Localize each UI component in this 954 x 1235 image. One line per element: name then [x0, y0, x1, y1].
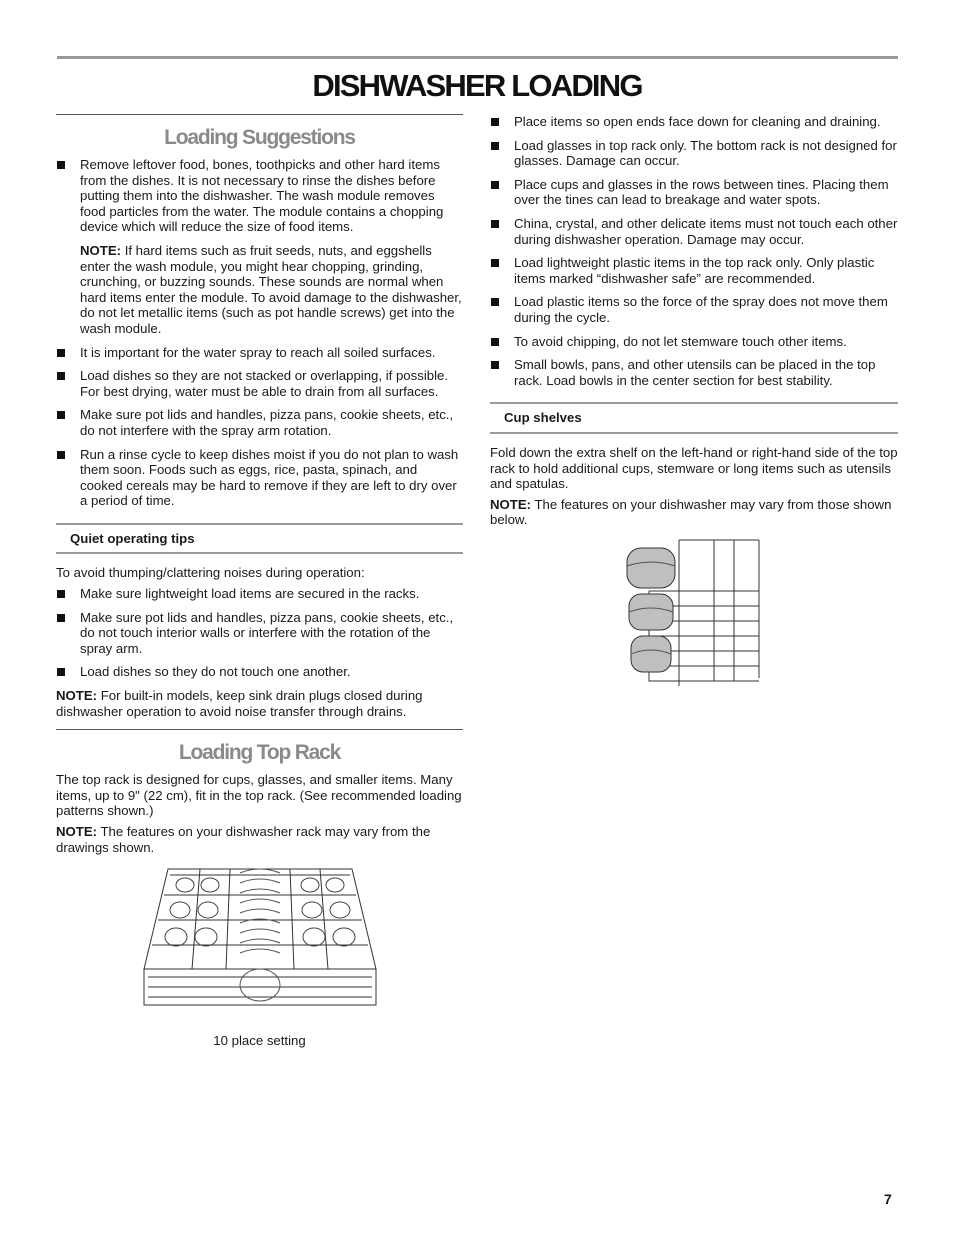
bullet-icon — [491, 220, 499, 228]
bullet-icon — [57, 614, 65, 622]
left-column — [56, 114, 463, 1048]
page-title: DISHWASHER LOADING — [312, 68, 642, 103]
list-item: Load dishes so they do not touch one another. — [56, 664, 463, 680]
bullet-icon — [57, 668, 65, 676]
top-rack-note: NOTE: The features on your dishwasher rack may vary from the drawings shown. — [56, 824, 431, 855]
list-item: Place items so open ends face down for cleaning and draining. — [490, 114, 898, 130]
bullet-icon — [491, 142, 499, 150]
loading-suggestions-heading: Loading Suggestions — [164, 126, 355, 149]
bullet-icon — [491, 181, 499, 189]
list-item: Load plastic items so the force of the spray does not move them during the cycle. — [490, 294, 898, 325]
bullet-icon — [491, 361, 499, 369]
bullet-icon — [57, 590, 65, 598]
top-rack-guidelines-list — [490, 114, 898, 388]
bullet-icon — [491, 118, 499, 126]
list-item: Load lightweight plastic items in the top rack only. Only plastic items marked “dishwasher safe” are recommended. — [490, 255, 898, 286]
cup-shelf-drawing — [619, 536, 769, 696]
cup-shelves-text: Fold down the extra shelf on the left-hand or right-hand side of the top rack to hold additional cups, stemware or long items such as utensils and spatulas. — [490, 444, 898, 492]
figure-caption: 10 place setting — [213, 1032, 306, 1048]
top-rack-intro: The top rack is designed for cups, glasses, and smaller items. Many items, up to 9" (22 cm), fit in the top rack. (See recommended loading patterns shown.) — [56, 772, 462, 819]
cup-shelves-note: NOTE: The features on your dishwasher may vary from those shown below. — [490, 496, 892, 528]
list-item: China, crystal, and other delicate items must not touch each other during dishwasher operation. Damage may occur. — [490, 216, 898, 247]
loading-suggestions-list — [56, 157, 463, 235]
list-item: To avoid chipping, do not let stemware touch other items. — [490, 334, 898, 350]
quiet-tips-heading: Quiet operating tips — [56, 523, 463, 555]
list-item: Make sure pot lids and handles, pizza pans, cookie sheets, etc., do not interfere with the spray arm rotation. — [56, 407, 463, 438]
list-item: Make sure pot lids and handles, pizza pans, cookie sheets, etc., do not touch interior walls or interfere with the rotation of the spray arm. — [56, 610, 463, 657]
section-rule — [56, 114, 463, 115]
page-number: 7 — [884, 1191, 892, 1207]
bullet-icon — [491, 259, 499, 267]
bullet-icon — [491, 298, 499, 306]
quiet-tips-list — [56, 586, 463, 680]
top-rack-illustration — [56, 865, 463, 1048]
bullet-icon — [57, 411, 65, 419]
list-item: Make sure lightweight load items are secured in the racks. — [56, 586, 463, 602]
list-item: Load dishes so they are not stacked or overlapping, if possible. For best drying, water must be able to drain from all surfaces. — [56, 368, 463, 399]
list-item: Load glasses in top rack only. The bottom rack is not designed for glasses. Damage can occur. — [490, 138, 898, 169]
list-item: It is important for the water spray to reach all soiled surfaces. — [56, 345, 463, 361]
list-item: Run a rinse cycle to keep dishes moist if you do not plan to wash them soon. Foods such as eggs, rice, pasta, spinach, and cooked cereals may be hard to remove if they are left to dry over a period of time. — [56, 447, 463, 509]
bullet-icon — [57, 372, 65, 380]
cup-shelf-illustration — [490, 536, 898, 700]
list-item: Place cups and glasses in the rows between tines. Placing them over the tines can lead to breakage and water spots. — [490, 177, 898, 208]
right-column — [490, 114, 898, 699]
top-rack-drawing — [140, 865, 380, 1027]
cup-shelves-heading: Cup shelves — [490, 402, 898, 434]
quiet-tips-note: NOTE: For built-in models, keep sink drain plugs closed during dishwasher operation to avoid noise transfer through drains. — [56, 688, 423, 719]
list-item: Remove leftover food, bones, toothpicks and other hard items from the dishes. It is not necessary to rinse the dishes before putting them into the dishwasher. The wash module removes food particles from the water. The module contains a chopping device which will reduce the size of food items. — [56, 157, 463, 235]
top-rack-heading: Loading Top Rack — [178, 741, 341, 765]
bullet-icon — [57, 451, 65, 459]
list-item: Small bowls, pans, and other utensils can be placed in the top rack. Load bowls in the center section for best stability. — [490, 357, 898, 388]
wash-module-note: NOTE: If hard items such as fruit seeds, nuts, and eggshells enter the wash module, you might hear chopping, grinding, crunching, or buzzing sounds. These sounds are normal when hard items enter the module. To avoid damage to the dishwasher, do not let metallic items (such as pot handle screws) get into the wash module. — [80, 242, 462, 336]
bullet-icon — [57, 349, 65, 357]
bullet-icon — [57, 161, 65, 169]
quiet-tips-intro: To avoid thumping/clattering noises during operation: — [56, 565, 365, 581]
top-rule — [57, 56, 898, 59]
loading-suggestions-list-2 — [56, 345, 463, 509]
bullet-icon — [491, 338, 499, 346]
section-rule — [56, 729, 463, 730]
